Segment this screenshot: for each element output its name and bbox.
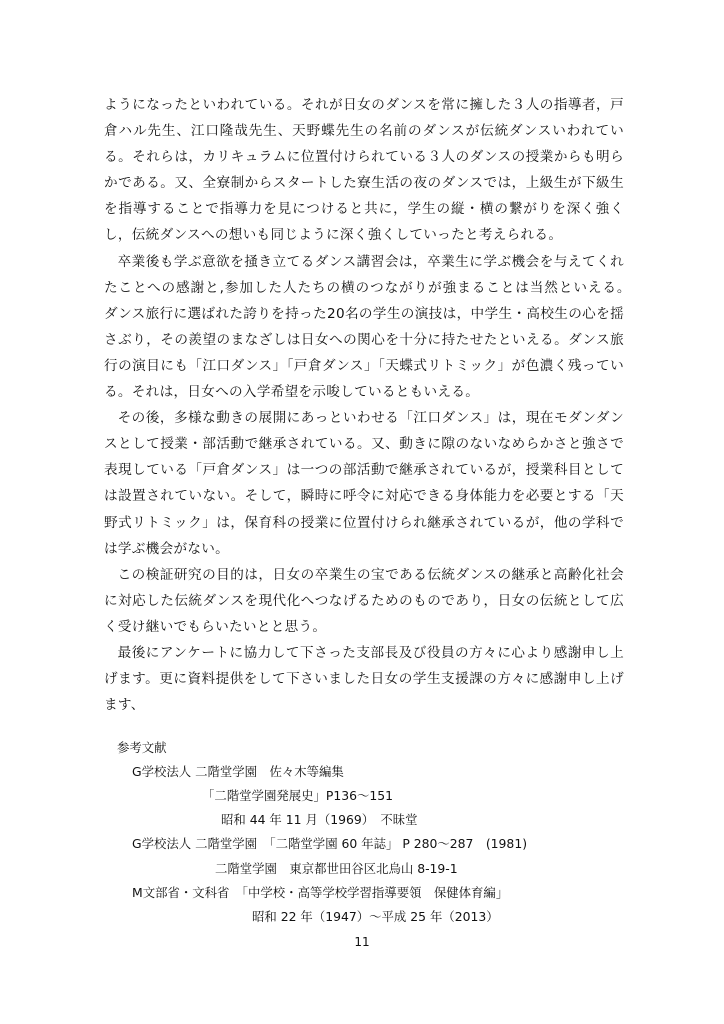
paragraph: その後，多様な動きの展開にあっといわせる「江口ダンス」は，現在モダンダンスとして授業・部活動で継承されている。又、動きに隙のないなめらかさと強さで表現している「戸倉ダンス」は一つの部活動で継承されているが，授業科目としては設置されていない。そして，瞬時に呼令に対応できる身体能力を必要とする「天野式リトミック」は，保育科の授業に位置付けられ継承されているが，他の学科では学ぶ機会がない。 bbox=[104, 410, 624, 557]
paragraph: この検証研究の目的は，日女の卒業生の宝である伝統ダンスの継承と高齢化社会に対応した伝統ダンスを現代化へつなげるためのものであり，日女の伝統として広く受け継いでもらいたいとと思う。 bbox=[104, 566, 624, 635]
paragraph: ようになったといわれている。それが日女のダンスを常に擁した３人の指導者，戸倉ハル先生、江口隆哉先生、天野蝶先生の名前のダンスが伝統ダンスいわれている。それらは，カリキュラムに位置付けられている３人のダンスの授業からも明らかである。又、全寮制からスタートした寮生活の夜のダンスでは，上級生が下級生を指導することで指導力を見につけると共に，学生の縦・横の繋がりを深く強くし，伝統ダンスへの想いも同じように深く強くしていったと考えられる。 bbox=[104, 97, 624, 244]
reference-line: 二階堂学園 東京都世田谷区北烏山 8-19-1 bbox=[215, 861, 458, 876]
reference-line: 「二階堂学園発展史」P136～151 bbox=[202, 788, 394, 803]
page-number: 11 bbox=[354, 935, 370, 949]
references-heading: 参考文献 bbox=[117, 740, 167, 755]
paragraph: 卒業後も学ぶ意欲を掻き立てるダンス講習会は，卒業生に学ぶ機会を与えてくれたことへの感謝と,参加した人たちの横のつながりが強まることは当然といえる。 ダンス旅行に選ばれた誇りを持った20名の学生の演技は，中学生・高校生の心を揺さぶり，その羨望のまなざしは日女への関心を十分に持たせたといえる。ダンス旅行の演目にも「江口ダンス」「戸倉ダンス」「天蝶式リトミック」が色濃く残っている。それは，日女への入学希望を示唆しているともいえる。 bbox=[104, 253, 638, 401]
reference-line: G学校法人 二階堂学園 佐々木等編集 bbox=[132, 764, 344, 779]
reference-line: 昭和 44 年 11 月（1969） 不昧堂 bbox=[221, 812, 418, 827]
body-text bbox=[104, 92, 638, 718]
reference-line: 昭和 22 年（1947）～平成 25 年（2013） bbox=[252, 909, 499, 924]
reference-line: G学校法人 二階堂学園 「二階堂学園 60 年誌」 P 280～287 (1981) bbox=[132, 836, 528, 851]
paragraph: 最後にアンケートに協力して下さった支部長及び役員の方々に心より感謝申し上げます。更に資料提供をして下さいました日女の学生支援課の方々に感謝申し上げます、 bbox=[104, 644, 624, 714]
reference-line: M文部省・文科省 「中学校・高等学校学習指導要領 保健体育編」 bbox=[132, 885, 509, 900]
